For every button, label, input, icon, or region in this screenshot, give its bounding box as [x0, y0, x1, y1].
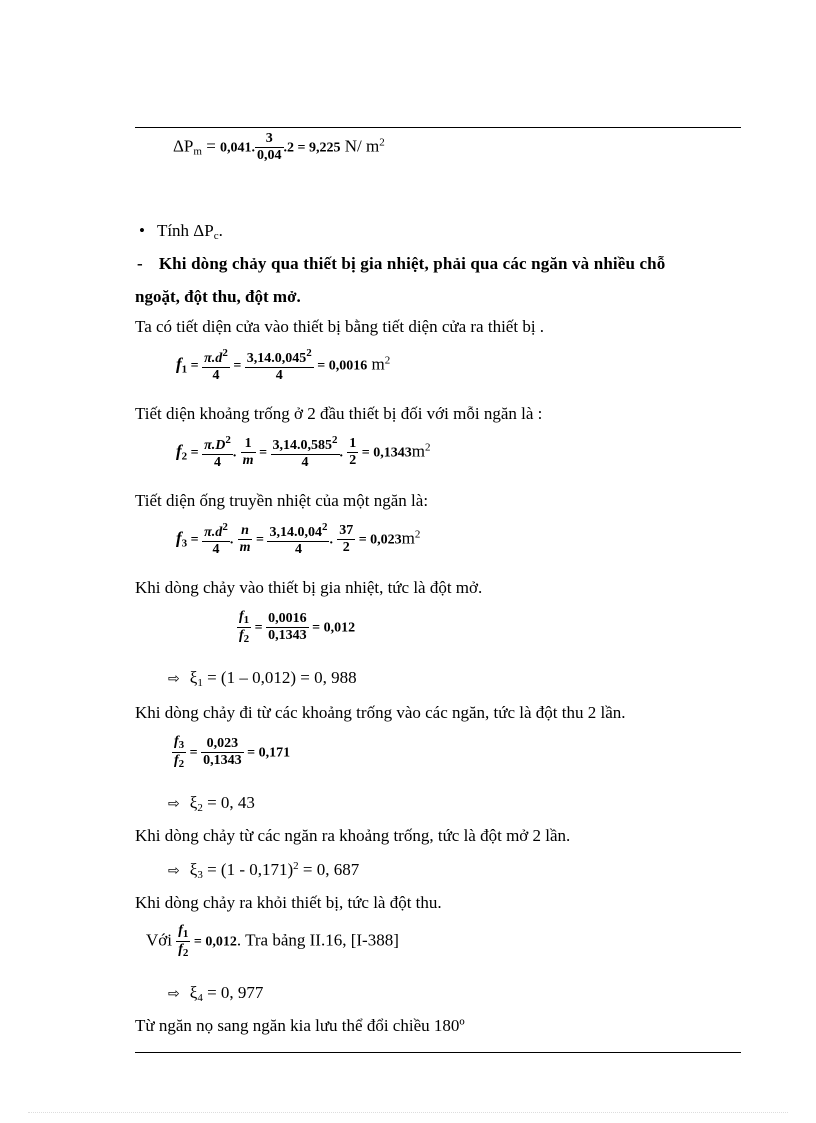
equation-f2: $f_2$ = $\frac{\pi.D^2}{4}$ . $\frac{1}{m}$ = $\frac{3,14.0,585^2}{4}$ . $\frac{1}{2}$ = $0,1343m^2$ — [176, 434, 431, 470]
equation-voi: Với $\frac{f_1}{f_2}$ = 0,012. Tra bảng II.16, [I-388] — [146, 923, 399, 959]
eq-result: .2 = 9,225 — [283, 140, 341, 156]
paragraph: Khi dòng chảy từ các ngăn ra khoảng trống, tức là đột mở 2 lần. — [135, 826, 571, 845]
result-xi4: ⇨ $\xi_4 = 0$, 977 — [168, 983, 264, 1004]
eq-unit: N/ m — [340, 136, 380, 156]
eq-lhs: ΔP — [173, 136, 194, 156]
paragraph: Từ ngăn nọ sang ngăn kia lưu thể đổi chiều 180º — [135, 1016, 465, 1035]
eq-sign: = — [201, 136, 221, 156]
paragraph: Tiết diện ống truyền nhiệt của một ngăn là: — [135, 491, 429, 510]
top-rule — [135, 127, 741, 128]
arrow-icon: ⇨ — [168, 863, 180, 879]
dash-mark: - — [137, 254, 143, 273]
dash-paragraph-line1: - Khi dòng chảy qua thiết bị gia nhiệt, phải qua các ngăn và nhiều chỗ — [137, 254, 666, 273]
bullet-icon: • — [139, 221, 145, 240]
arrow-icon: ⇨ — [168, 671, 180, 687]
page-edge-divider — [28, 1112, 788, 1113]
paragraph: Khi dòng chảy đi từ các khoảng trống vào các ngăn, tức là đột thu 2 lần. — [135, 703, 626, 722]
bottom-rule — [135, 1052, 741, 1053]
equation-dpm: $\Delta P_m = 0,041$. $\frac{3}{0,04}$ .2 = 9,225 N/ $m^2$ — [173, 131, 385, 163]
arrow-icon: ⇨ — [168, 986, 180, 1002]
dash-paragraph-line2: ngoặt, đột thu, đột mở. — [135, 287, 301, 306]
eq-coef: 0,041. — [220, 140, 256, 156]
equation-f3: $f_3$ = $\frac{\pi.d^2}{4}$ . $\frac{n}{m}$ = $\frac{3,14.0,04^2}{4}$ . $\frac{37}{2}$ = $0,023m^2$ — [176, 521, 421, 557]
equation-f1: $f_1$ = $\frac{\pi.d^2}{4}$ = $\frac{3,14.0,045^2}{4}$ = 0,0016 $m^2$ — [176, 347, 391, 383]
result-xi1: ⇨ $\xi_1 = (1 - 0,012) = 0$, 988 — [168, 668, 357, 689]
bullet-item: • Tính $\Delta P_c$. — [139, 221, 223, 242]
arrow-icon: ⇨ — [168, 796, 180, 812]
equation-ratio-f1-f2: $\frac{f_1}{f_2}$ = $\frac{0,0016}{0,1343}$ = 0,012 — [239, 609, 356, 645]
eq-lhs-sub: m — [193, 145, 202, 158]
paragraph: Khi dòng chảy vào thiết bị gia nhiệt, tức là đột mở. — [135, 578, 483, 597]
paragraph: Tiết diện khoảng trống ở 2 đầu thiết bị đối với mỗi ngăn là : — [135, 404, 543, 423]
equation-ratio-f3-f2: $\frac{f_3}{f_2}$ = $\frac{0,023}{0,1343}$ = 0,171 — [174, 734, 291, 770]
paragraph: Ta có tiết diện cửa vào thiết bị bằng tiết diện cửa ra thiết bị . — [135, 317, 545, 336]
paragraph: Khi dòng chảy ra khỏi thiết bị, tức là đột thu. — [135, 893, 442, 912]
eq-fraction: $\frac{3}{0,04}$ — [257, 131, 282, 163]
result-xi3: ⇨ $\xi_3 = (1 - 0,171)^2 = 0$, 687 — [168, 860, 360, 881]
result-xi2: ⇨ $\xi_2 = 0$, 43 — [168, 793, 255, 814]
